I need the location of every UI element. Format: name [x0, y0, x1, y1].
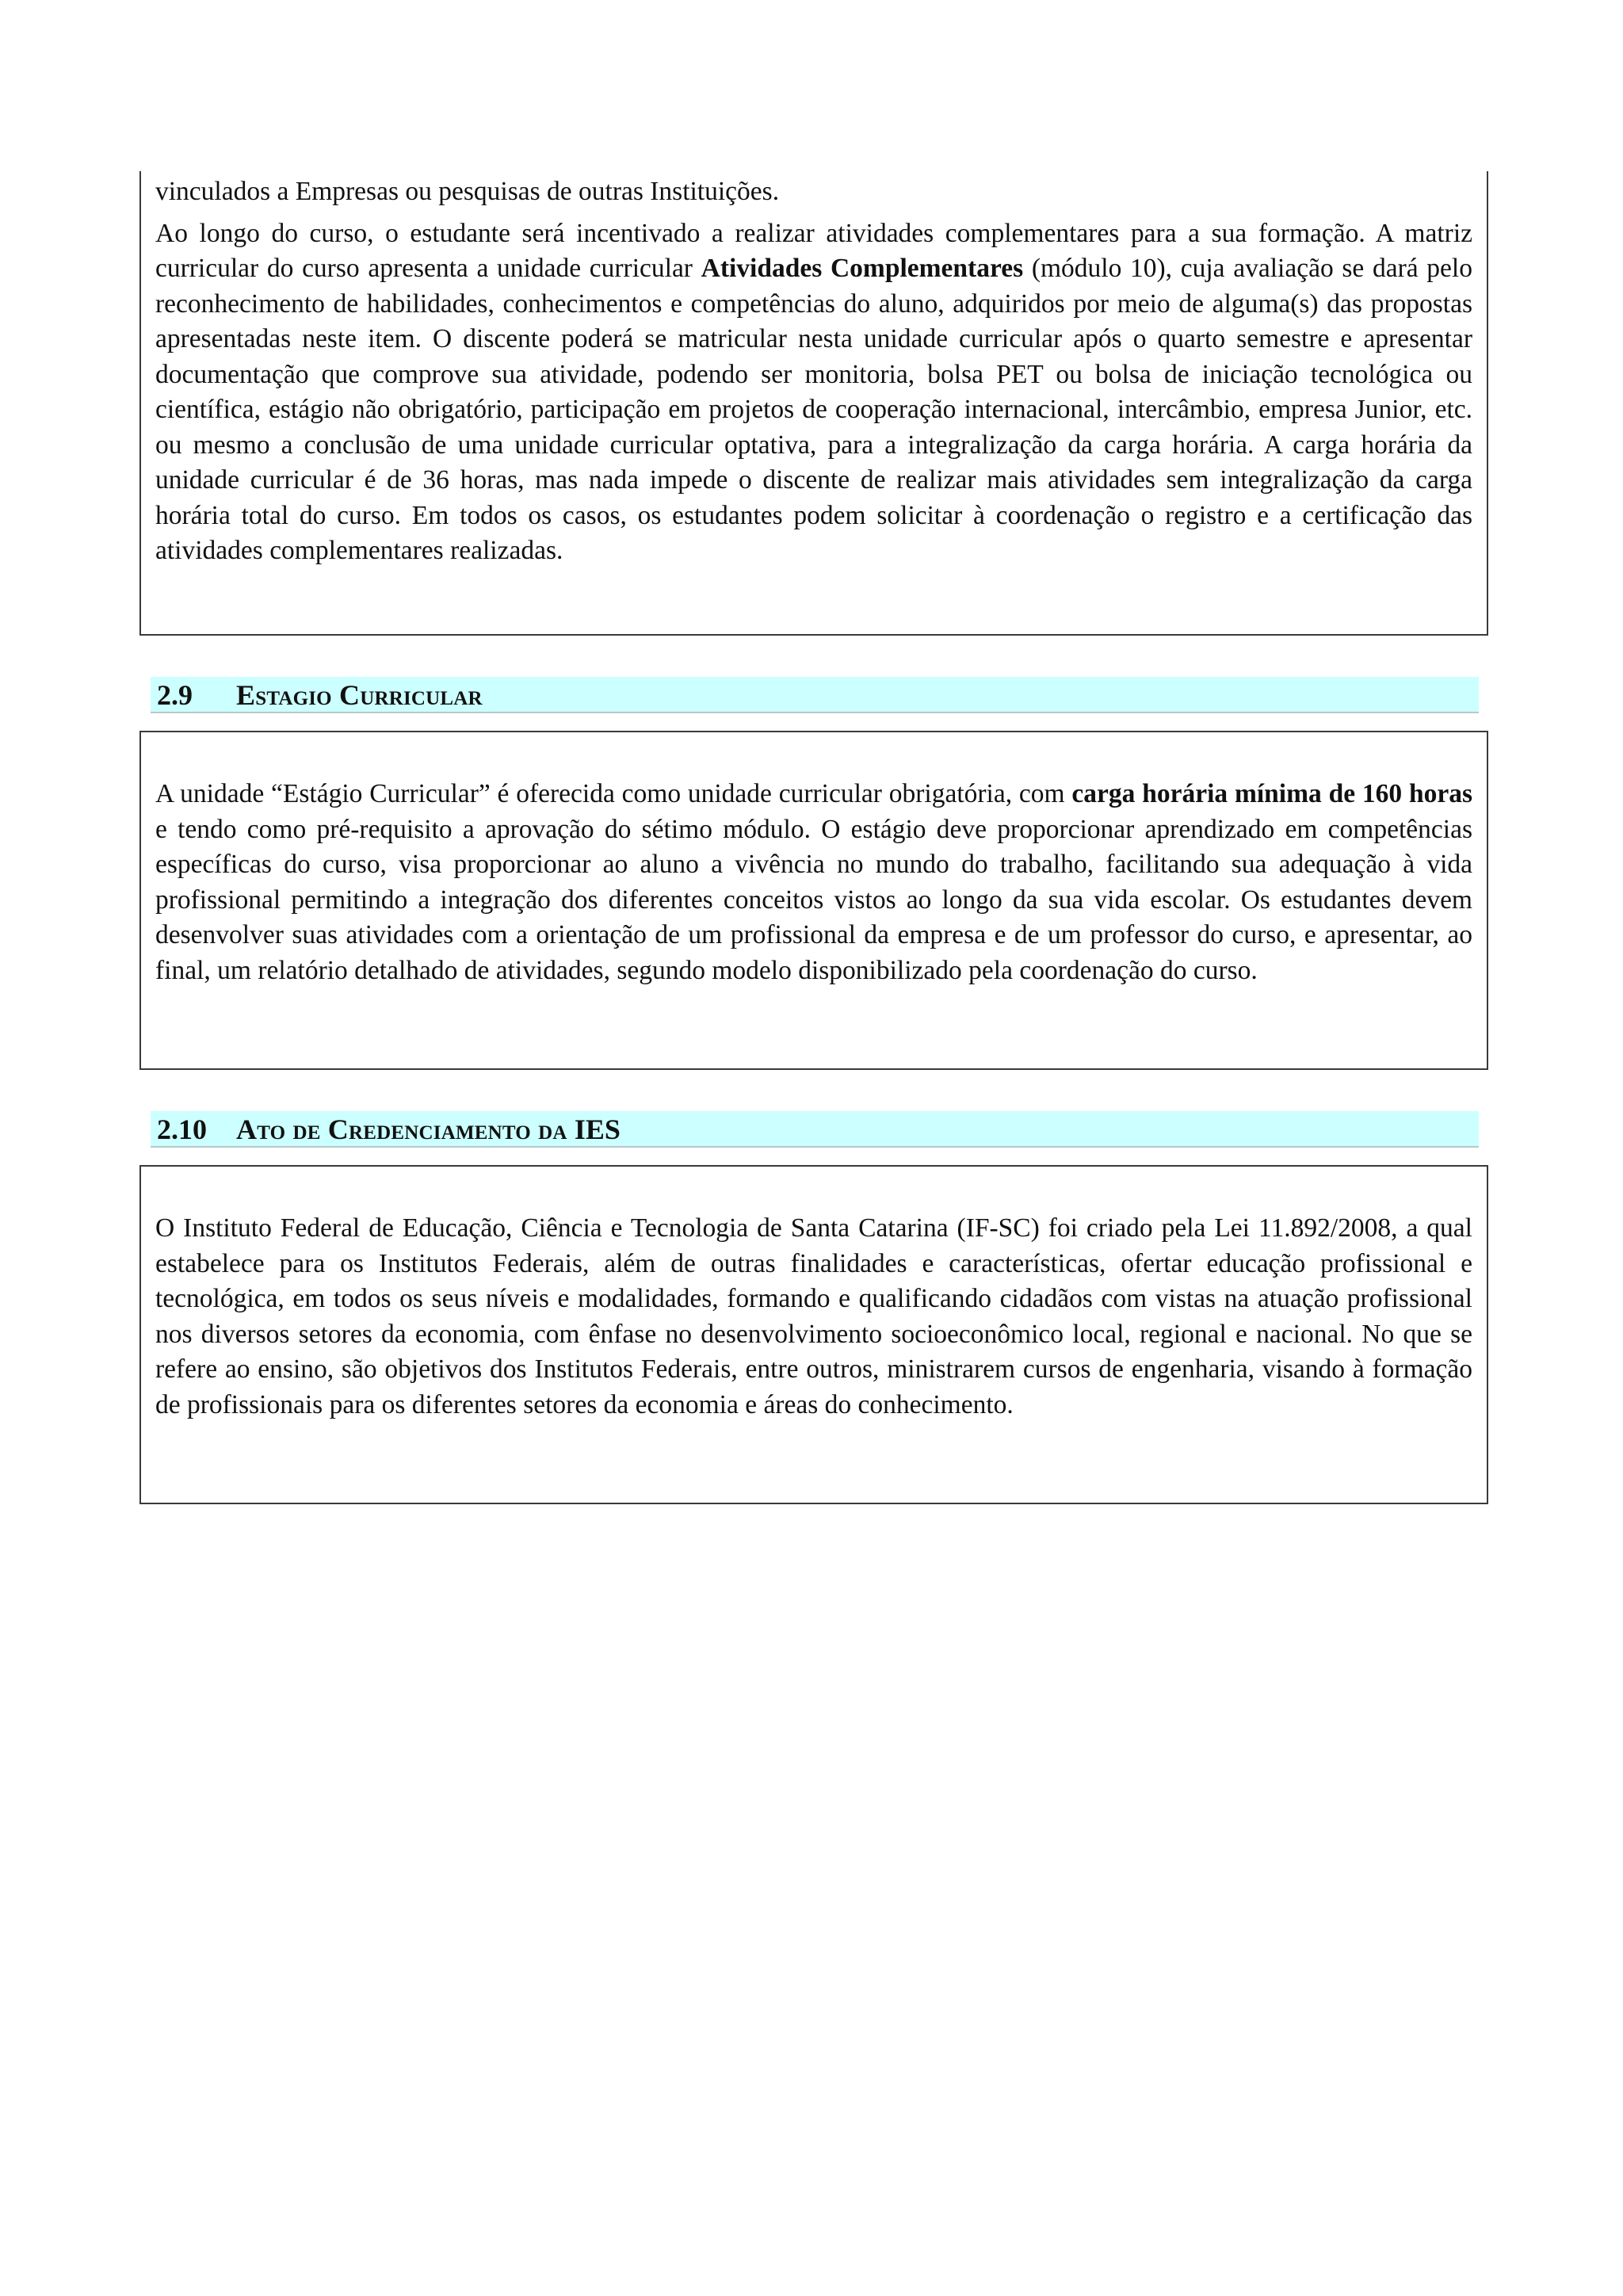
section-title: Ato de Credenciamento da [236, 1114, 575, 1145]
internship-hours-bold: carga horária mínima de 160 horas [1071, 779, 1472, 808]
section-heading-2-10 [151, 1111, 1479, 1148]
section-title-acronym: IES [574, 1114, 621, 1145]
internship-text-box [139, 731, 1488, 1070]
section-number: 2.9 [157, 679, 193, 711]
accreditation-text-box [139, 1165, 1488, 1504]
continuation-line: vinculados a Empresas ou pesquisas de outras Instituições. [155, 177, 780, 206]
section-title: Estagio Curricular [236, 679, 483, 711]
internship-paragraph: A unidade “Estágio Curricular” é oferecida como unidade curricular obrigatória, com carga horária mínima de 160 horas e tendo como pré-requisito a aprovação do sétimo módulo. O estágio deve proporcionar aprendizado em competências específicas do curso, visa proporcionar ao aluno a vivência no mundo do trabalho, facilitando sua adequação à vida profissional permitindo a integração dos diferentes conceitos vistos ao longo da sua vida escolar. Os estudantes devem desenvolver suas atividades com a orientação de um profissional da empresa e de um professor do curso, e apresentar, ao final, um relatório detalhado de atividades, segundo modelo disponibilizado pela coordenação do curso. [155, 779, 1472, 985]
accreditation-paragraph: O Instituto Federal de Educação, Ciência e Tecnologia de Santa Catarina (IF-SC) foi criado pela Lei 11.892/2008, a qual estabelece para os Institutos Federais, além de outras finalidades e características, ofertar educação profissional e tecnológica, em todos os seus níveis e modalidades, formando e qualificando cidadãos com vistas na atuação profissional nos diversos setores da economia, com ênfase no desenvolvimento socioeconômico local, regional e nacional. No que se refere ao ensino, são objetivos dos Institutos Federais, entre outros, ministrarem cursos de engenharia, visando à formação de profissionais para os diferentes setores da economia e áreas do conhecimento. [155, 1213, 1472, 1419]
activities-text-box [139, 171, 1488, 636]
complementary-activities-paragraph: Ao longo do curso, o estudante será incentivado a realizar atividades complementares para a sua formação. A matriz curricular do curso apresenta a unidade curricular Atividades Complementares (módulo 10), cuja avaliação se dará pelo reconhecimento de habilidades, conhecimentos e competências do aluno, adquiridos por meio de alguma(s) das propostas apresentadas neste item. O discente poderá se matricular nesta unidade curricular após o quarto semestre e apresentar documentação que comprove sua atividade, podendo ser monitoria, bolsa PET ou bolsa de iniciação tecnológica ou científica, estágio não obrigatório, participação em projetos de cooperação internacional, intercâmbio, empresa Junior, etc. ou mesmo a conclusão de uma unidade curricular optativa, para a integralização da carga horária. A carga horária da unidade curricular é de 36 horas, mas nada impede o discente de realizar mais atividades sem integralização da carga horária total do curso. Em todos os casos, os estudantes podem solicitar à coordenação o registro e a certificação das atividades complementares realizadas. [155, 218, 1472, 565]
section-number: 2.10 [157, 1114, 207, 1145]
complementary-activities-bold: Atividades Complementares [701, 254, 1024, 283]
section-heading-2-9 [151, 677, 1479, 713]
